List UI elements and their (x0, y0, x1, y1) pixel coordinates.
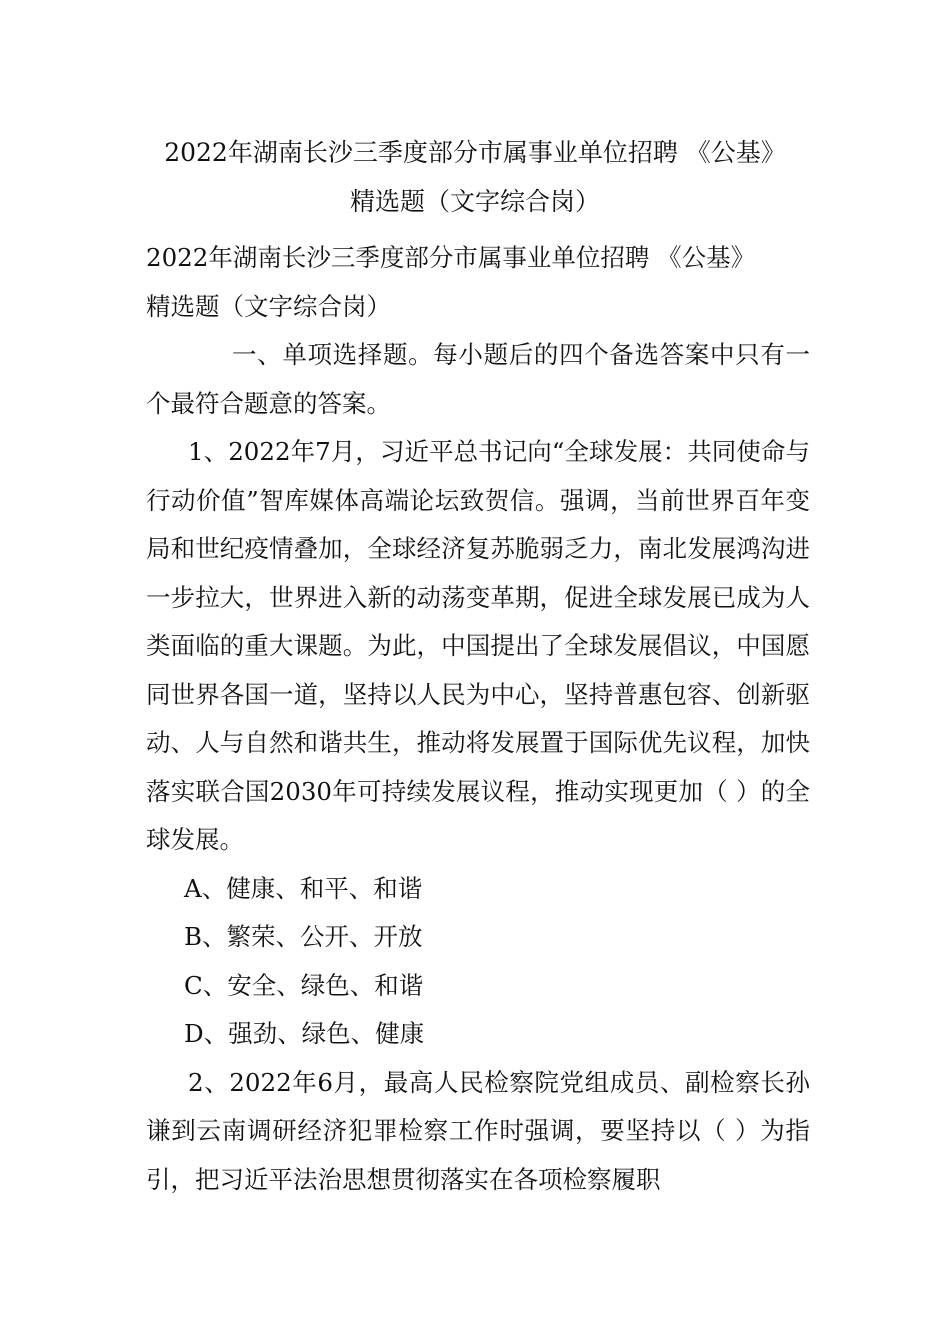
question-1-option-c: C、安全、绿色、和谐 (184, 970, 424, 1000)
repeated-heading-line-1: 2022年湖南长沙三季度部分市属事业单位招聘 《公基》 (146, 243, 756, 272)
document-title-line-1: 2022年湖南长沙三季度部分市属事业单位招聘 《公基》 (164, 138, 786, 167)
question-1-option-a: A、健康、和平、和谐 (184, 873, 423, 903)
question-2-stem: 2、2022年6月，最高人民检察院党组成员、副检察长孙谦到云南调研经济犯罪检察工作时强调，要坚持以（ ）为指引，把习近平法治思想贯彻落实在各项检察履职 (146, 1067, 810, 1194)
repeated-heading-line-2: 精选题（文字综合岗） (146, 291, 391, 321)
question-1-option-d: D、强劲、绿色、健康 (184, 1019, 425, 1048)
section-intro: 一、单项选择题。每小题后的四个备选答案中只有一个最符合题意的答案。 (146, 340, 810, 418)
document-title-line-2: 精选题（文字综合岗） (349, 187, 600, 216)
question-1-stem: 1、2022年7月，习近平总书记向“全球发展：共同使命与行动价值”智库媒体高端论坛致贺信。强调，当前世界百年变局和世纪疫情叠加，全球经济复苏脆弱乏力，南北发展鸿沟进一步拉大，世界进入新的动荡变革期，促进全球发展已成为人类面临的重大课题。为此，中国提出了全球发展倡议，中国愿同世界各国一道，坚持以人民为中心，坚持普惠包容、创新驱动、人与自然和谐共生，推动将发展置于国际优先议程，加快落实联合国2030年可持续发展议程，推动实现更加（ ）的全球发展。 (146, 437, 810, 854)
repeated-heading (146, 234, 810, 331)
question-1-option-b: B、繁荣、公开、开放 (184, 922, 423, 951)
document-body (146, 234, 810, 1204)
